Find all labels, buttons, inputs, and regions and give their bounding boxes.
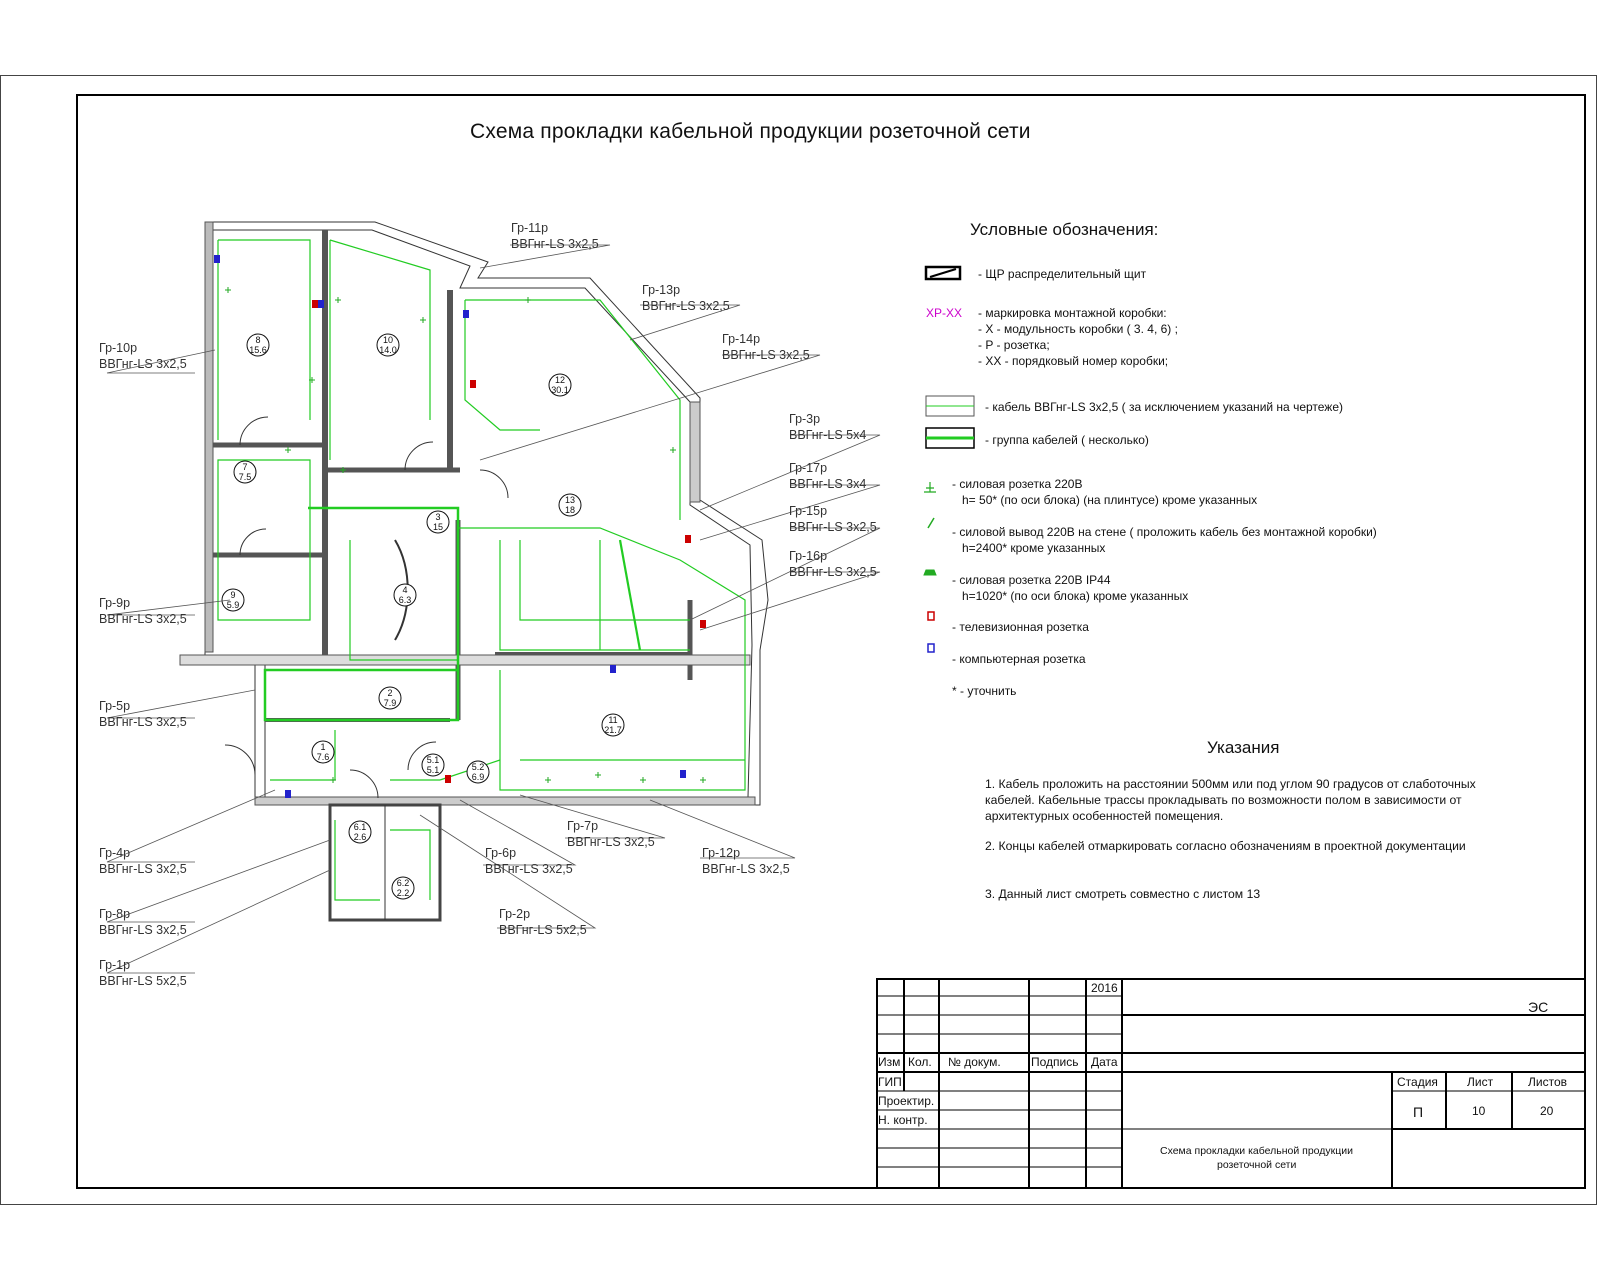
room-number: 10 <box>382 335 394 345</box>
group-label: Гр-10р ВВГнг-LS 3x2,5 <box>99 341 187 371</box>
note-item: 1. Кабель проложить на расстоянии 500мм или под углом 90 градусов от слаботочных кабелей. Кабельные трассы прокладывать по возможности полом в зависимости от архитектурных особенностей помещения. <box>985 777 1476 823</box>
group-label: Гр-1р ВВГнг-LS 5x2,5 <box>99 958 187 988</box>
room-number: 7 <box>242 462 248 472</box>
room-number: 1 <box>320 742 326 752</box>
room-number: 11 <box>608 715 618 725</box>
drawing-title: Схема прокладки кабельной продукции розеточной сети <box>470 120 1031 143</box>
room-number: 2 <box>387 688 393 698</box>
legend-item: - телевизионная розетка <box>952 620 1089 634</box>
titleblock-header-sign: Подпись <box>1031 1055 1079 1069</box>
titleblock-header-kol: Кол. <box>908 1055 932 1069</box>
legend-item: h=1020* (по оси блока) кроме указанных <box>962 589 1189 603</box>
titleblock-sheets-label: Листов <box>1528 1075 1567 1089</box>
titleblock-role: Проектир. <box>878 1094 935 1108</box>
notes-title: Указания <box>1207 738 1280 757</box>
titleblock-role: Н. контр. <box>878 1113 928 1127</box>
legend-item: - силовая розетка 220В <box>952 477 1083 491</box>
box-markers <box>312 300 706 783</box>
room-area: 7.9 <box>383 698 397 708</box>
room-area: 15 <box>432 522 444 532</box>
titleblock-sheets: 20 <box>1540 1104 1554 1118</box>
titleblock-stage-label: Стадия <box>1397 1075 1438 1089</box>
group-label: Гр-3р ВВГнг-LS 5x4 <box>789 412 867 442</box>
titleblock-name-line2: розеточной сети <box>1217 1159 1297 1171</box>
room-area: 21.7 <box>604 725 622 735</box>
titleblock-header-doc: № докум. <box>948 1055 1001 1069</box>
room-area: 15.6 <box>249 345 267 355</box>
room-area: 14.0 <box>379 345 397 355</box>
room-number: 4 <box>402 585 408 595</box>
legend-item: - ЩР распределительный щит <box>978 267 1147 281</box>
titleblock-name-line1: Схема прокладки кабельной продукции <box>1160 1145 1353 1157</box>
legend-item: - XX - порядковый номер коробки; <box>978 354 1169 368</box>
group-label: Гр-15р ВВГнг-LS 3x2,5 <box>789 504 877 534</box>
room-area: 6.9 <box>471 772 485 782</box>
legend-title: Условные обозначения: <box>970 220 1159 239</box>
room-number: 5.1 <box>426 755 440 765</box>
legend-item: - P - розетка; <box>978 338 1050 352</box>
group-label: Гр-12р ВВГнг-LS 3x2,5 <box>702 846 790 876</box>
room-area: 18 <box>564 505 576 515</box>
room-number: 8 <box>255 335 261 345</box>
note-item: 2. Концы кабелей отмаркировать согласно обозначениям в проектной документации <box>985 839 1466 853</box>
legend-marker: XP-XX <box>926 306 963 320</box>
titleblock-sheet-label: Лист <box>1467 1075 1494 1089</box>
group-label: Гр-11р ВВГнг-LS 3x2,5 <box>511 221 599 251</box>
room-tags <box>222 334 624 899</box>
wall-outlet-icon <box>928 518 934 528</box>
legend-item: - силовой вывод 220В на стене ( проложить кабель без монтажной коробки) <box>952 525 1377 539</box>
group-label: Гр-14р ВВГнг-LS 3x2,5 <box>722 332 810 362</box>
room-number: 3 <box>435 512 441 522</box>
group-label: Гр-5р ВВГнг-LS 3x2,5 <box>99 699 187 729</box>
pc-socket-icon <box>928 644 934 652</box>
room-area: 7.5 <box>238 472 252 482</box>
room-number: 12 <box>554 375 566 385</box>
titleblock-header-date: Дата <box>1091 1055 1118 1069</box>
plan-walls <box>180 222 768 920</box>
room-number: 6.1 <box>353 822 367 832</box>
legend-item: - компьютерная розетка <box>952 652 1086 666</box>
tv-socket-icon <box>928 612 934 620</box>
room-area: 30.1 <box>551 385 569 395</box>
group-label: Гр-4р ВВГнг-LS 3x2,5 <box>99 846 187 876</box>
titleblock-stage: П <box>1413 1104 1424 1120</box>
room-labels <box>227 335 622 898</box>
room-area: 2.2 <box>396 888 410 898</box>
titleblock-year: 2016 <box>1091 981 1118 995</box>
room-area: 6.3 <box>398 595 412 605</box>
room-area: 5.9 <box>226 600 240 610</box>
group-label: Гр-7р ВВГнг-LS 3x2,5 <box>567 819 655 849</box>
legend-item: * - уточнить <box>952 684 1017 698</box>
room-number: 6.2 <box>396 878 410 888</box>
socket-ip44-icon <box>924 570 936 575</box>
socket-icon <box>924 482 936 492</box>
titleblock-code: ЭС <box>1528 999 1549 1015</box>
group-label: Гр-6р ВВГнг-LS 3x2,5 <box>485 846 573 876</box>
titleblock-sheet: 10 <box>1472 1104 1486 1118</box>
legend-item: h= 50* (по оси блока) (на плинтусе) кроме указанных <box>962 493 1258 507</box>
legend-item: - силовая розетка 220В IP44 <box>952 573 1111 587</box>
legend-item: - группа кабелей ( несколько) <box>985 433 1149 447</box>
room-number: 5.2 <box>471 762 485 772</box>
room-number: 9 <box>230 590 236 600</box>
group-label: Гр-9р ВВГнг-LS 3x2,5 <box>99 596 187 626</box>
room-area: 7.6 <box>316 752 330 762</box>
titleblock-header-izm: Изм <box>878 1055 901 1069</box>
group-label: Гр-2р ВВГнг-LS 5x2,5 <box>499 907 587 937</box>
titleblock-role: ГИП <box>878 1075 902 1089</box>
note-item: 3. Данный лист смотреть совместно с листом 13 <box>985 887 1261 901</box>
room-number: 13 <box>564 495 576 505</box>
group-label: Гр-8р ВВГнг-LS 3x2,5 <box>99 907 187 937</box>
legend-item: - маркировка монтажной коробки: <box>978 306 1167 320</box>
group-label: Гр-16р ВВГнг-LS 3x2,5 <box>789 549 877 579</box>
group-label: Гр-17р ВВГнг-LS 3x4 <box>789 461 867 491</box>
room-area: 2.6 <box>353 832 367 842</box>
legend-item: - X - модульность коробки ( 3. 4, 6) ; <box>978 322 1178 336</box>
group-label: Гр-13р ВВГнг-LS 3x2,5 <box>642 283 730 313</box>
room-area: 5.1 <box>426 765 440 775</box>
legend-item: h=2400* кроме указанных <box>962 541 1106 555</box>
legend-item: - кабель ВВГнг-LS 3x2,5 ( за исключением указаний на чертеже) <box>985 400 1343 414</box>
